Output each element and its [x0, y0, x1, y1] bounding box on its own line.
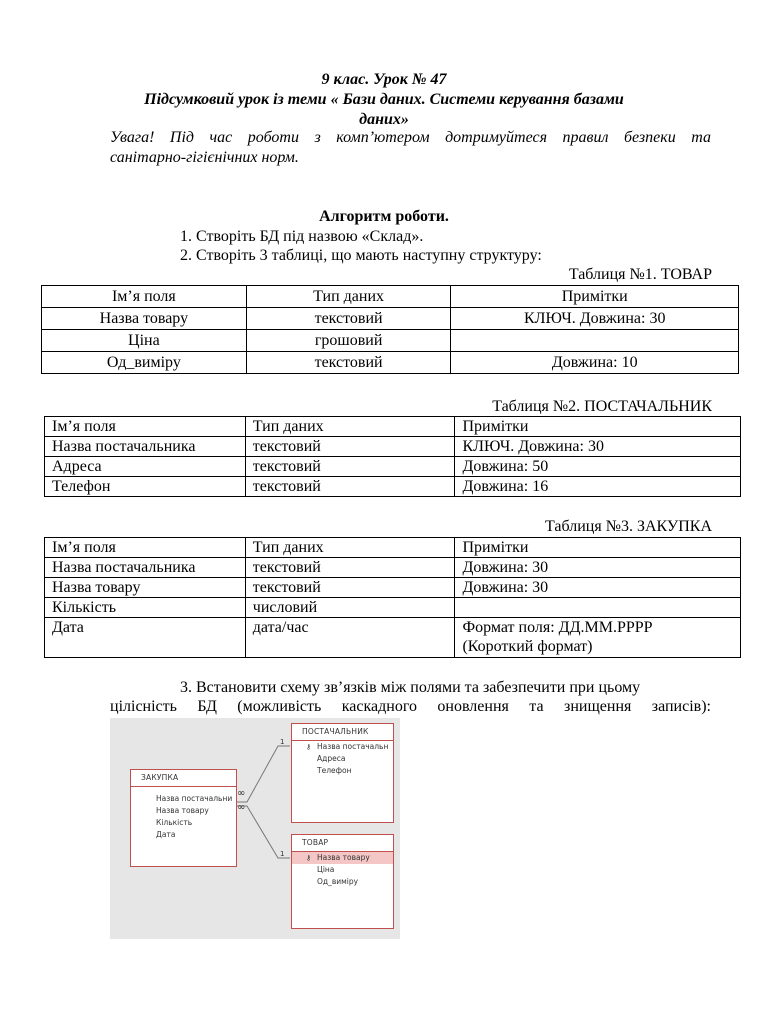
- table-cell: Кількість: [45, 598, 246, 618]
- table3-caption: Таблиця №3. ЗАКУПКА: [545, 518, 712, 535]
- diagram-field: Кількість: [156, 818, 193, 827]
- table-cell: текстовий: [245, 578, 455, 598]
- key-icon: ⚷: [306, 743, 312, 751]
- topic-line-2: даних»: [359, 111, 409, 128]
- table-row: [45, 598, 741, 618]
- table-row: [42, 330, 739, 352]
- table2-caption: Таблиця №2. ПОСТАЧАЛЬНИК: [492, 398, 712, 415]
- header-cell: Ім’я поля: [45, 538, 246, 558]
- step-3-line-2: цілісність БД (можливість каскадного оновлення та знищення записів):: [110, 698, 711, 715]
- table-row: [45, 558, 741, 578]
- table-cell: Назва постачальника: [45, 437, 246, 457]
- one-label-tovar: 1: [280, 850, 285, 858]
- header-cell: Примітки: [455, 417, 741, 437]
- table-cell: Од_виміру: [42, 352, 247, 374]
- table-zakupka: [44, 537, 741, 658]
- table-cell: Довжина: 16: [455, 477, 741, 497]
- date-format-note: Формат поля: ДД.ММ.РРРР: [462, 619, 653, 636]
- table-postachalnyk: [44, 416, 741, 497]
- diagram-table-title: ЗАКУПКА: [131, 770, 236, 787]
- table-cell: текстовий: [245, 437, 455, 457]
- step-3-line-1: 3. Встановити схему зв’язків між полями та забезпечити при цьому: [180, 679, 641, 696]
- table-cell: текстовий: [245, 558, 455, 578]
- table-header-row: [42, 286, 739, 308]
- table-cell: грошовий: [246, 330, 451, 352]
- table-cell: [455, 598, 741, 618]
- diagram-field-label: Назва постачальн: [317, 742, 389, 751]
- many-label-2: ∞: [237, 802, 246, 813]
- diagram-table-tovar[interactable]: [291, 834, 394, 929]
- table-cell: Довжина: 30: [455, 578, 741, 598]
- table1-caption: Таблиця №1. ТОВАР: [568, 266, 712, 283]
- diagram-field: Дата: [156, 830, 176, 839]
- diagram-field: Назва постачальни: [156, 794, 233, 803]
- diagram-table-postachalnyk[interactable]: [291, 723, 394, 823]
- table-cell: [455, 618, 741, 658]
- table-cell: Довжина: 10: [451, 352, 739, 374]
- warning-line-2: санітарно-гігієнічних норм.: [110, 149, 299, 166]
- warning-line-1: Увага! Під час роботи з комп’ютером дотримуйтеся правил безпеки та: [110, 129, 711, 146]
- header-cell: Ім’я поля: [42, 286, 247, 308]
- diagram-field: Назва товару: [156, 806, 209, 815]
- lesson-title: 9 клас. Урок № 47: [321, 71, 447, 88]
- diagram-field: Ціна: [317, 865, 335, 874]
- diagram-table-title: ПОСТАЧАЛЬНИК: [292, 724, 393, 741]
- header-cell: Тип даних: [245, 538, 455, 558]
- step-1: 1. Створіть БД під назвою «Склад».: [180, 228, 424, 245]
- table-header-row: [45, 538, 741, 558]
- header-cell: Примітки: [455, 538, 741, 558]
- table-row: [45, 477, 741, 497]
- date-format-note-short: (Короткий формат): [462, 638, 593, 655]
- diagram-field-label: Назва товару: [317, 853, 370, 862]
- header-cell: Тип даних: [246, 286, 451, 308]
- one-label-postachalnyk: 1: [280, 738, 285, 746]
- relationship-diagram: [110, 718, 400, 939]
- table-cell: Довжина: 50: [455, 457, 741, 477]
- table-cell: Дата: [45, 618, 246, 658]
- table-row: [45, 618, 741, 658]
- diagram-table-zakupka[interactable]: [130, 769, 237, 867]
- table-row: [45, 457, 741, 477]
- table-row: [42, 352, 739, 374]
- diagram-field: Телефон: [317, 766, 352, 775]
- step-2: 2. Створіть 3 таблиці, що мають наступну структуру:: [180, 247, 542, 264]
- table-cell: Назва товару: [45, 578, 246, 598]
- algorithm-title: Алгоритм роботи.: [319, 208, 449, 225]
- diagram-field-key: [292, 852, 393, 864]
- table-cell: КЛЮЧ. Довжина: 30: [455, 437, 741, 457]
- table-cell: КЛЮЧ. Довжина: 30: [451, 308, 739, 330]
- table-header-row: [45, 417, 741, 437]
- table-cell: Адреса: [45, 457, 246, 477]
- header-cell: Тип даних: [245, 417, 455, 437]
- table-row: [45, 578, 741, 598]
- diagram-field-key: [292, 741, 393, 753]
- diagram-field: Од_виміру: [317, 877, 359, 886]
- table-cell: Назва постачальника: [45, 558, 246, 578]
- table-cell: Довжина: 30: [455, 558, 741, 578]
- diagram-table-title: ТОВАР: [292, 835, 393, 852]
- table-cell: текстовий: [245, 477, 455, 497]
- header-cell: Ім’я поля: [45, 417, 246, 437]
- table-cell: Телефон: [45, 477, 246, 497]
- table-cell: Назва товару: [42, 308, 247, 330]
- many-label-1: ∞: [237, 788, 246, 799]
- table-tovar: [41, 285, 739, 374]
- table-cell: текстовий: [246, 308, 451, 330]
- table-cell: [451, 330, 739, 352]
- table-cell: дата/час: [245, 618, 455, 658]
- diagram-field: Адреса: [317, 754, 346, 763]
- table-cell: текстовий: [246, 352, 451, 374]
- table-cell: числовий: [245, 598, 455, 618]
- table-row: [45, 437, 741, 457]
- key-icon: ⚷: [306, 854, 312, 862]
- table-cell: Ціна: [42, 330, 247, 352]
- table-cell: текстовий: [245, 457, 455, 477]
- table-row: [42, 308, 739, 330]
- header-cell: Примітки: [451, 286, 739, 308]
- topic-line-1: Підсумковий урок із теми « Бази даних. Системи керування базами: [144, 91, 624, 108]
